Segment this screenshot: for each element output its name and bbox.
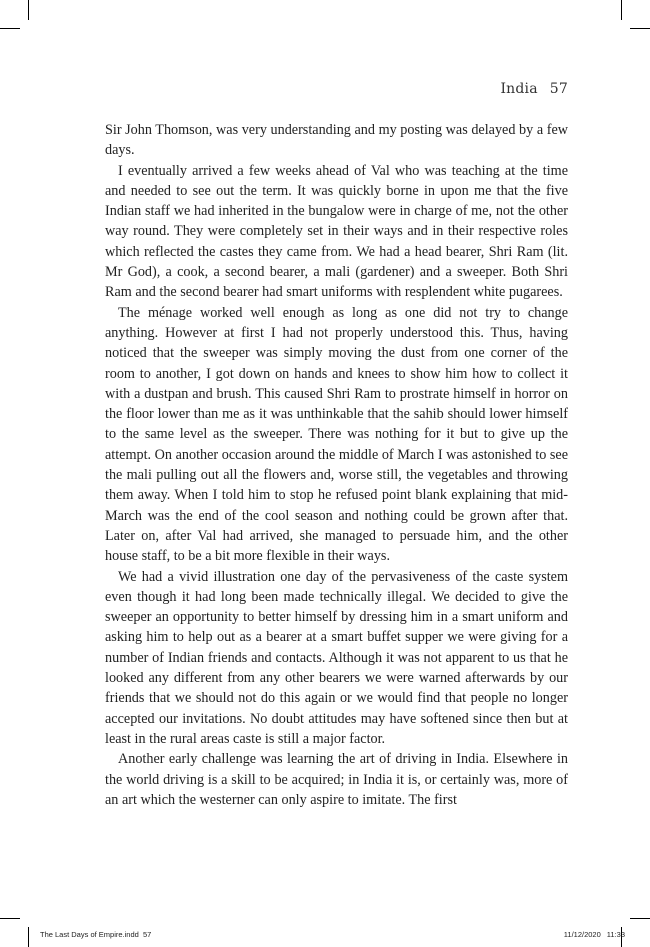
running-head — [500, 81, 568, 97]
page-number: 57 — [549, 81, 568, 97]
slug-date: 11/12/2020 — [563, 930, 601, 939]
crop-mark-bottom-left — [28, 927, 29, 947]
crop-mark-top-right — [621, 0, 622, 20]
slug-page: 57 — [142, 930, 152, 939]
slug-file-info — [40, 930, 151, 939]
crop-mark-top-left — [28, 0, 29, 20]
slug-time: 11:33 — [606, 930, 625, 939]
crop-mark-top-left-horizontal — [0, 28, 20, 29]
paragraph: We had a vivid illustration one day of the pervasiveness of the caste system even though it had long been made technically illegal. We decided to give the sweeper an opportunity to better himself by dressing him in a smart uniform and asking him to help out as a bearer at a smart buffet supper we were giving for a number of Indian friends and contacts. Although it was not apparent to us that he looked any different from any other bearers we were warned afterwards by our friends that we should not do this again or we would find that people no longer accepted our invitations. No doubt attitudes may have softened since then but at least in the rural areas caste is still a major factor. — [105, 568, 568, 747]
running-head-title: India — [500, 81, 538, 97]
crop-mark-top-right-horizontal — [630, 28, 650, 29]
body-text — [105, 120, 568, 810]
slug-timestamp — [564, 930, 625, 939]
paragraph-continuation: Sir John Thomson, was very understanding and my posting was delayed by a few days. — [105, 122, 568, 159]
paragraph: The ménage worked well enough as long as one did not try to change anything. However at first I had not properly understood this. Thus, having noticed that the sweeper was simply moving the dust from one corner of the room to another, I got down on hands and knees to show him how to collect it with a dustpan and brush. This caused Shri Ram to prostrate himself in horror on the floor lower than me as it was unthinkable that the sahib should lower himself to the same level as the sweeper. There was nothing for it but to give up the attempt. On another occasion around the middle of March I was astonished to see the mali pulling out all the flowers and, worse still, the vegetables and throwing them away. When I told him to stop he refused point blank explaining that mid-March was the end of the cool season and nothing could be grown after that. Later on, after Val had arrived, she managed to persuade him, and the other house staff, to be a bit more flexible in their ways. — [105, 304, 568, 565]
crop-mark-bottom-left-horizontal — [0, 918, 20, 919]
paragraph: I eventually arrived a few weeks ahead of Val who was teaching at the time and needed to see out the term. It was quickly borne in upon me that the five Indian staff we had inherited in the bungalow were in charge of me, not the other way round. They were completely set in their ways and in their respective roles which reflected the castes they came from. We had a head bearer, Shri Ram (lit. Mr God), a cook, a second bearer, a mali (gardener) and a sweeper. Both Shri Ram and the second bearer had smart uniforms with resplendent white pugarees. — [105, 162, 568, 301]
paragraph: Another early challenge was learning the art of driving in India. Elsewhere in the world driving is a skill to be acquired; in India it is, or certainly was, more of an art which the westerner can only aspire to imitate. The first — [105, 751, 568, 808]
slug-file-name: The Last Days of Empire.indd — [40, 930, 139, 939]
crop-mark-bottom-right-horizontal — [630, 918, 650, 919]
